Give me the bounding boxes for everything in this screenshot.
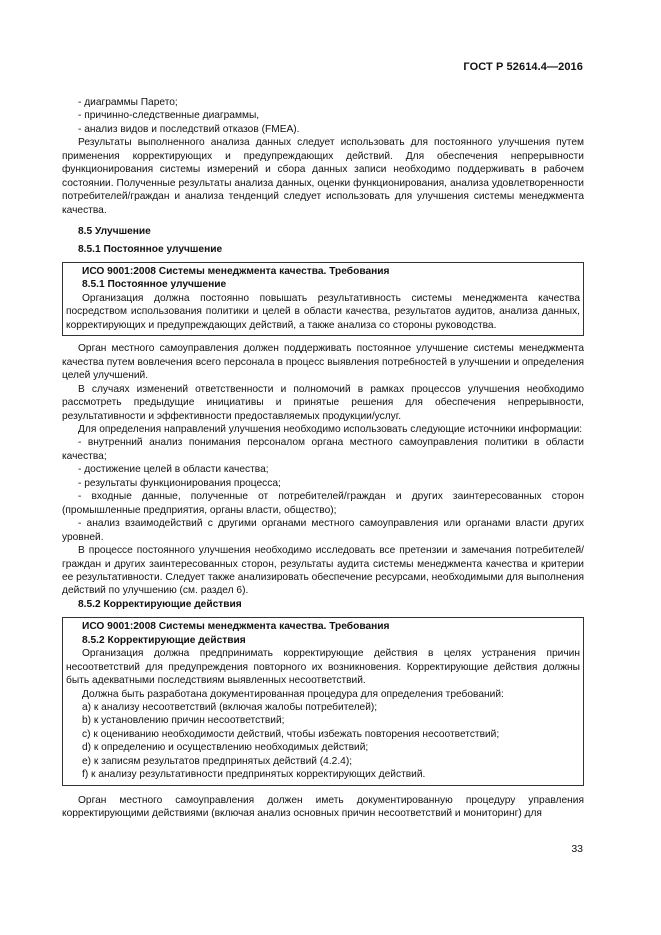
iso-quote-title: ИСО 9001:2008 Системы менеджмента качества. Требования <box>82 265 390 277</box>
iso-quote-subtitle: 8.5.1 Постоянное улучшение <box>82 279 227 291</box>
list-item: - анализ взаимодействий с другими органами местного самоуправления или органами власти других уровней. <box>62 518 584 543</box>
list-item: - внутренний анализ понимания персоналом органа местного самоуправления политики в области качества; <box>62 437 584 462</box>
paragraph: В случаях изменений ответственности и полномочий в рамках процессов улучшения необходимо рассмотреть предыдущие инициативы и принятые решения для обеспечения непрерывности, результативности и эффективности предоставляемых продукции/услуг. <box>62 383 584 422</box>
subsection-heading: 8.5.2 Корректирующие действия <box>78 598 242 610</box>
paragraph: В процессе постоянного улучшения необходимо исследовать все претензии и замечания потребителей/граждан и других заинтересованных сторон, результаты аудита системы менеджмента качества и критерии ее результативности. Следует также анализировать обеспечение ресурсами, необходимыми для выполнения действий по улучшению (см. раздел 6). <box>62 545 584 597</box>
iso-quote-box-8-5-1 <box>62 262 584 336</box>
paragraph: Для определения направлений улучшения необходимо использовать следующие источники информации: <box>78 423 583 435</box>
iso-quote-subtitle: 8.5.2 Корректирующие действия <box>82 634 246 646</box>
iso-quote-title: ИСО 9001:2008 Системы менеджмента качества. Требования <box>82 621 390 633</box>
intro-list <box>62 96 584 136</box>
section-heading: 8.5 Улучшение <box>78 226 151 238</box>
page-number: 33 <box>571 843 583 855</box>
subsection-heading: 8.5.1 Постоянное улучшение <box>78 243 223 255</box>
list-item: f) к анализу результативности предпринятых корректирующих действий. <box>82 769 426 781</box>
iso-quote-text: Организация должна предпринимать корректирующие действия в целях устранения причин несоответствий для предупреждения повторного их возникновения. Корректирующие действия должны быть адекватными последствиям выявленных несоответствий. <box>66 648 580 687</box>
list-item: - результаты функционирования процесса; <box>78 477 281 489</box>
iso-quote-text: Организация должна постоянно повышать результативность системы менеджмента качества посредством использования политики и целей в области качества, результатов аудитов, анализа данных, корректирующих и предупреждающих действий, а также анализа со стороны руководства. <box>66 292 580 331</box>
list-item: - достижение целей в области качества; <box>78 464 269 476</box>
list-item: - причинно-следственные диаграммы, <box>78 110 260 122</box>
sources-list <box>62 436 584 544</box>
list-item: b) к установлению причин несоответствий; <box>82 715 285 727</box>
list-item: d) к определению и осуществлению необходимых действий; <box>82 742 369 754</box>
iso-quote-box-8-5-2 <box>62 617 584 785</box>
standard-header: ГОСТ Р 52614.4—2016 <box>463 61 583 73</box>
paragraph: Орган местного самоуправления должен иметь документированную процедуру управления корректирующими действиями (включая анализ основных причин несоответствий и мониторинг) для <box>62 794 584 820</box>
paragraph: Орган местного самоуправления должен поддерживать постоянное улучшение системы менеджмента качества путем вовлечения всего персонала в процесс выявления потребностей в улучшении и определения целей улучшений. <box>62 343 584 382</box>
list-item: - анализ видов и последствий отказов (FMEA). <box>78 123 300 135</box>
list-item: e) к записям результатов предпринятых действий (4.2.4); <box>82 755 353 767</box>
list-item: - диаграммы Парето; <box>78 97 178 108</box>
list-item: c) к оцениванию необходимости действий, чтобы избежать повторения несоответствий; <box>82 728 500 740</box>
list-item: a) к анализу несоответствий (включая жалобы потребителей); <box>82 702 378 714</box>
list-item: - входные данные, полученные от потребителей/граждан и других заинтересованных сторон (промышленные предприятия, органы власти, общество); <box>62 491 584 516</box>
iso-quote-text: Должна быть разработана документированная процедура для определения требований: <box>82 688 504 700</box>
page-content <box>62 96 584 821</box>
intro-paragraph: Результаты выполненного анализа данных следует использовать для постоянного улучшения путем применения корректирующих и предупреждающих действий. Для обеспечения непрерывности функционирования системы измерений и сбора данных записи необходимо поддерживать в рабочем состоянии. Полученные результаты анализа данных, оценки функционирования, анализа удовлетворенности потребителей/граждан и анализа тенденций следует использовать для улучшения системы менеджмента качества. <box>62 137 584 216</box>
